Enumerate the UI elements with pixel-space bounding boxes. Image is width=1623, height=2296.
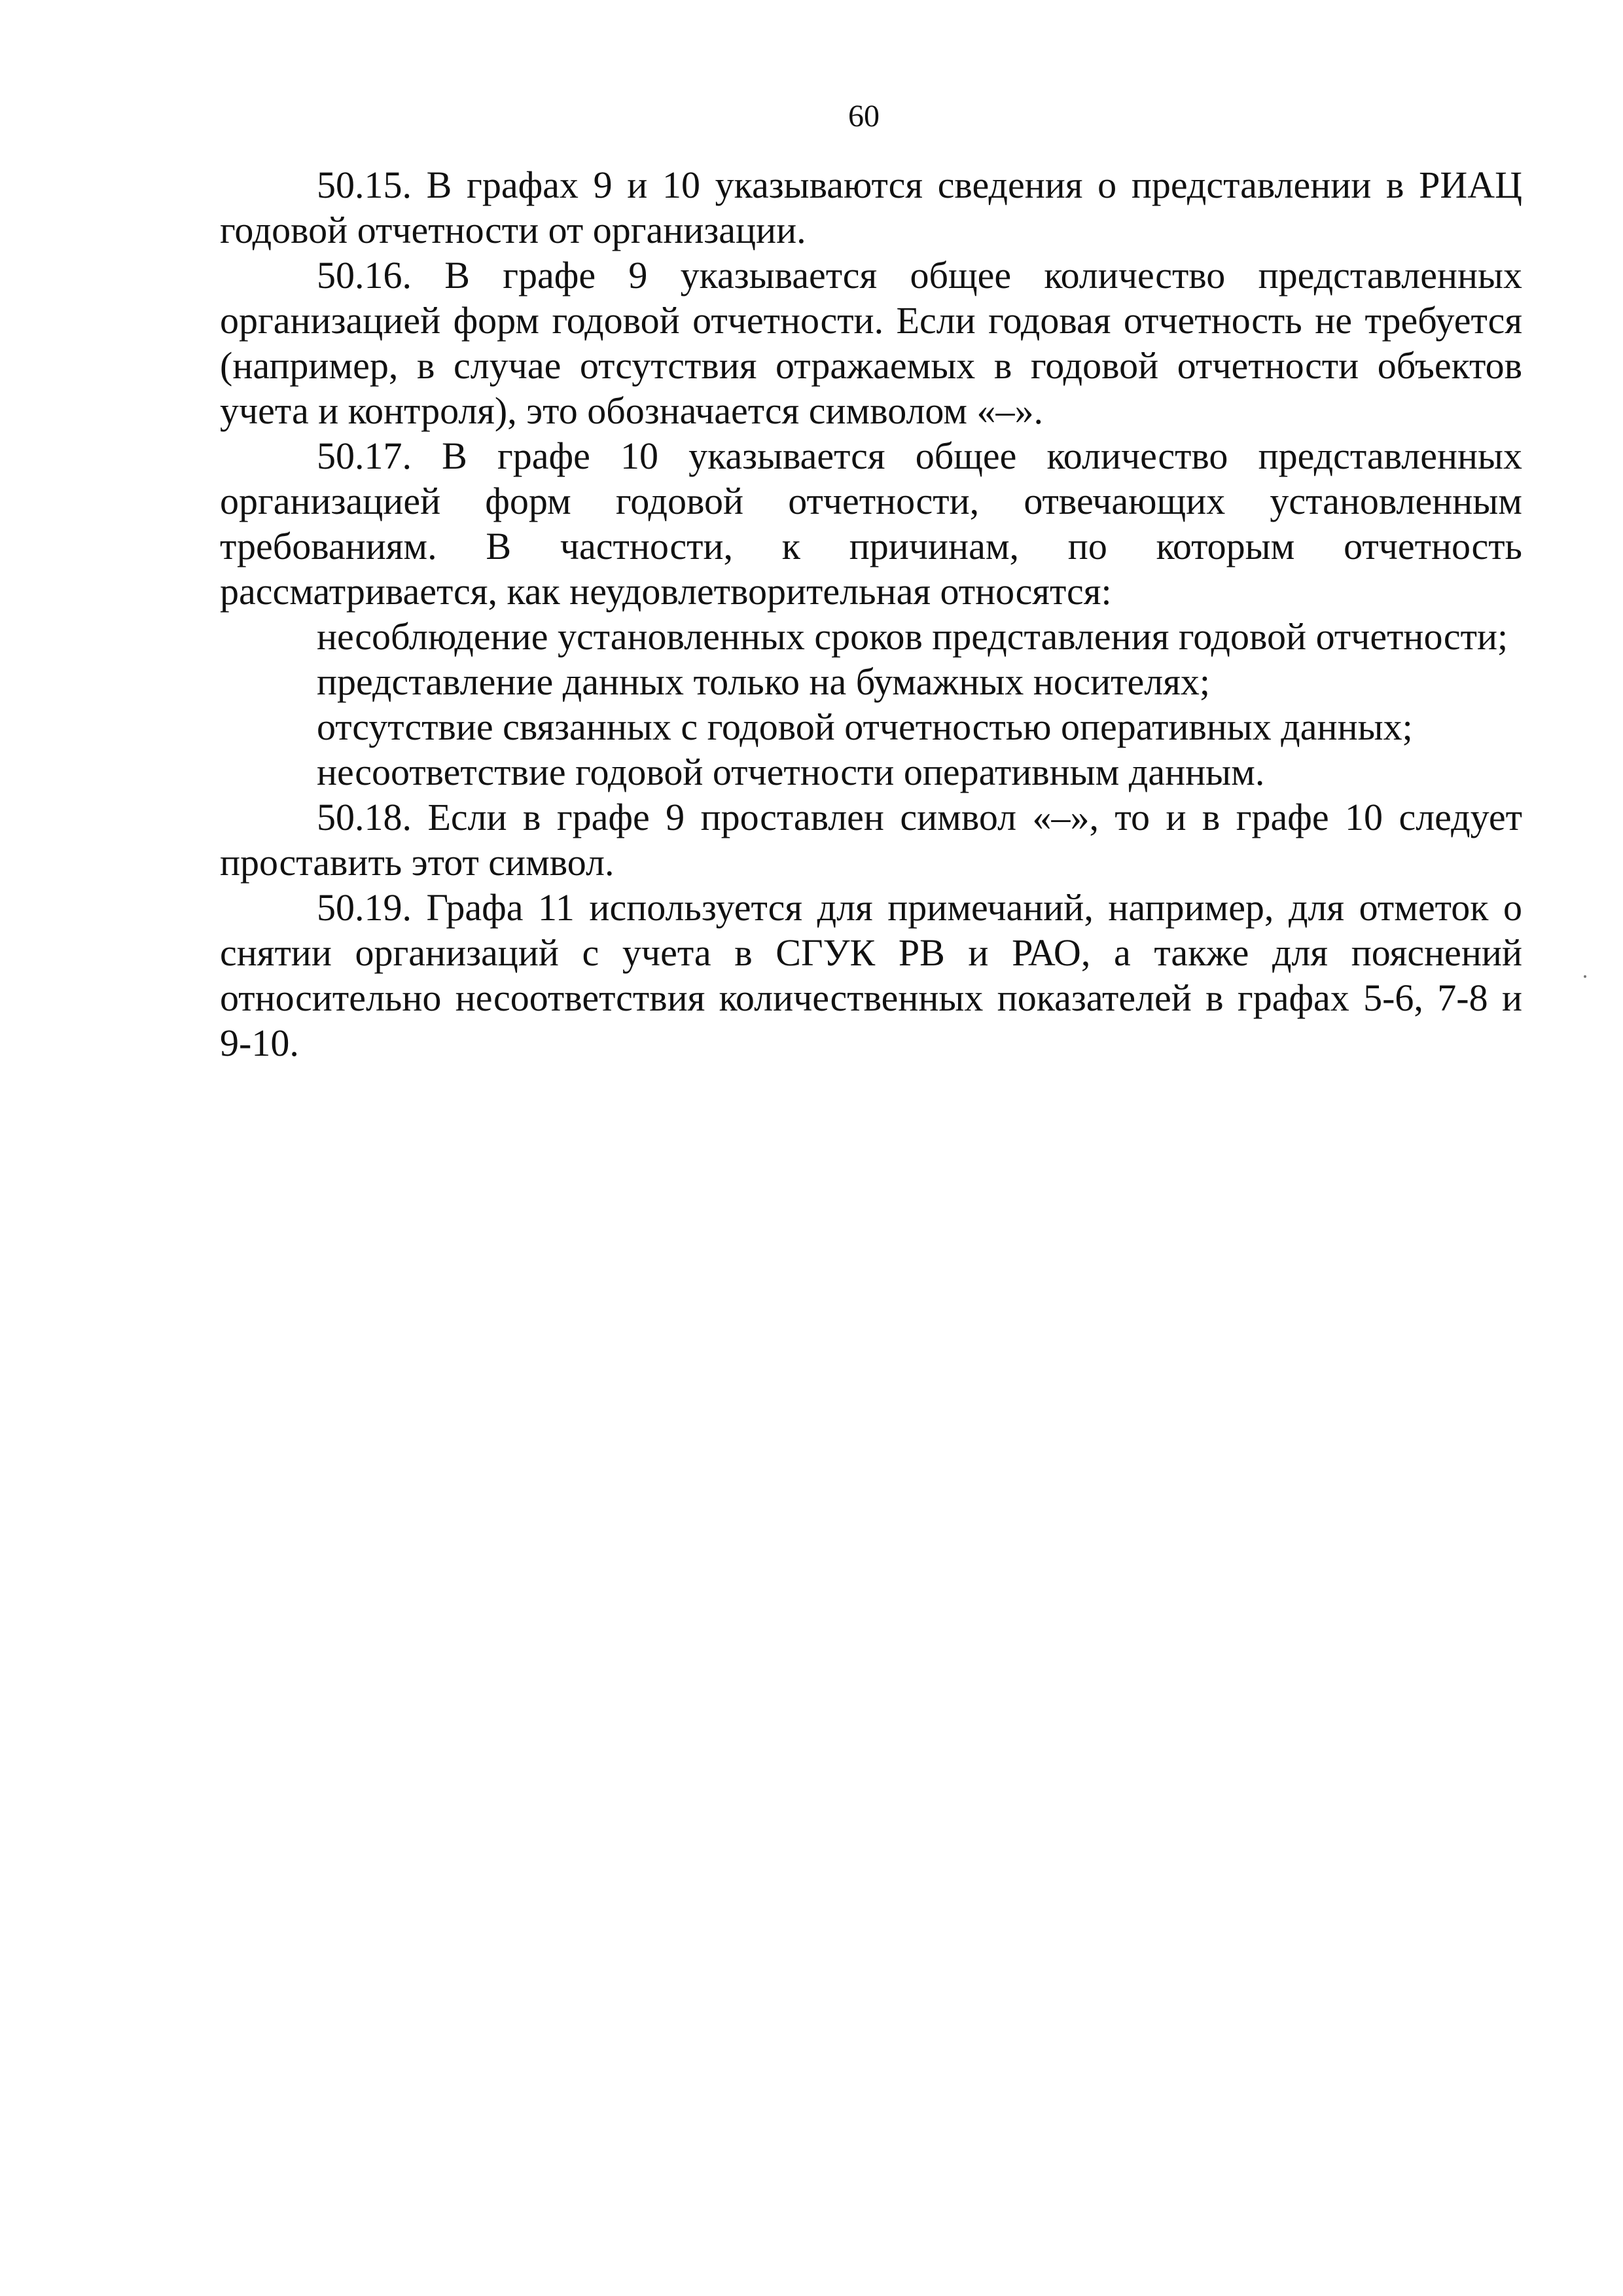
page-number: 60 — [848, 99, 880, 134]
paragraph-50-15: 50.15. В графах 9 и 10 указываются сведения о представлении в РИАЦ годовой отчетности от организации. — [220, 164, 1522, 251]
reason-item: представление данных только на бумажных носителях; — [317, 660, 1210, 703]
paragraph-50-16: 50.16. В графе 9 указывается общее количество представленных организацией форм годовой отчетности. Если годовая отчетность не требуется (например, в случае отсутствия отражаемых в годовой отчетности объектов учета и контроля), это обозначается символом «–». — [220, 254, 1522, 432]
paragraph-50-17: 50.17. В графе 10 указывается общее количество представленных организацией форм годовой отчетности, отвечающих установленным требованиям. В частности, к причинам, по которым отчетность рассматривается, как неудовлетворительная относятся: — [220, 435, 1522, 613]
reason-item: несоответствие годовой отчетности оперативным данным. — [317, 751, 1265, 793]
paragraph-50-19: 50.19. Графа 11 используется для примечаний, например, для отметок о снятии организаций с учета в СГУК РВ и РАО, а также для пояснений относительно несоответствия количественных показателей в графах 5-6, 7-8 и 9-10. — [220, 886, 1522, 1064]
reason-item: отсутствие связанных с годовой отчетностью оперативных данных; — [317, 706, 1413, 748]
paragraph-50-18: 50.18. Если в графе 9 проставлен символ «–», то и в графе 10 следует проставить этот символ. — [220, 796, 1522, 884]
scan-speck — [1584, 975, 1586, 978]
reason-item: несоблюдение установленных сроков представления годовой отчетности; — [317, 615, 1508, 658]
document-body — [220, 162, 1522, 1066]
